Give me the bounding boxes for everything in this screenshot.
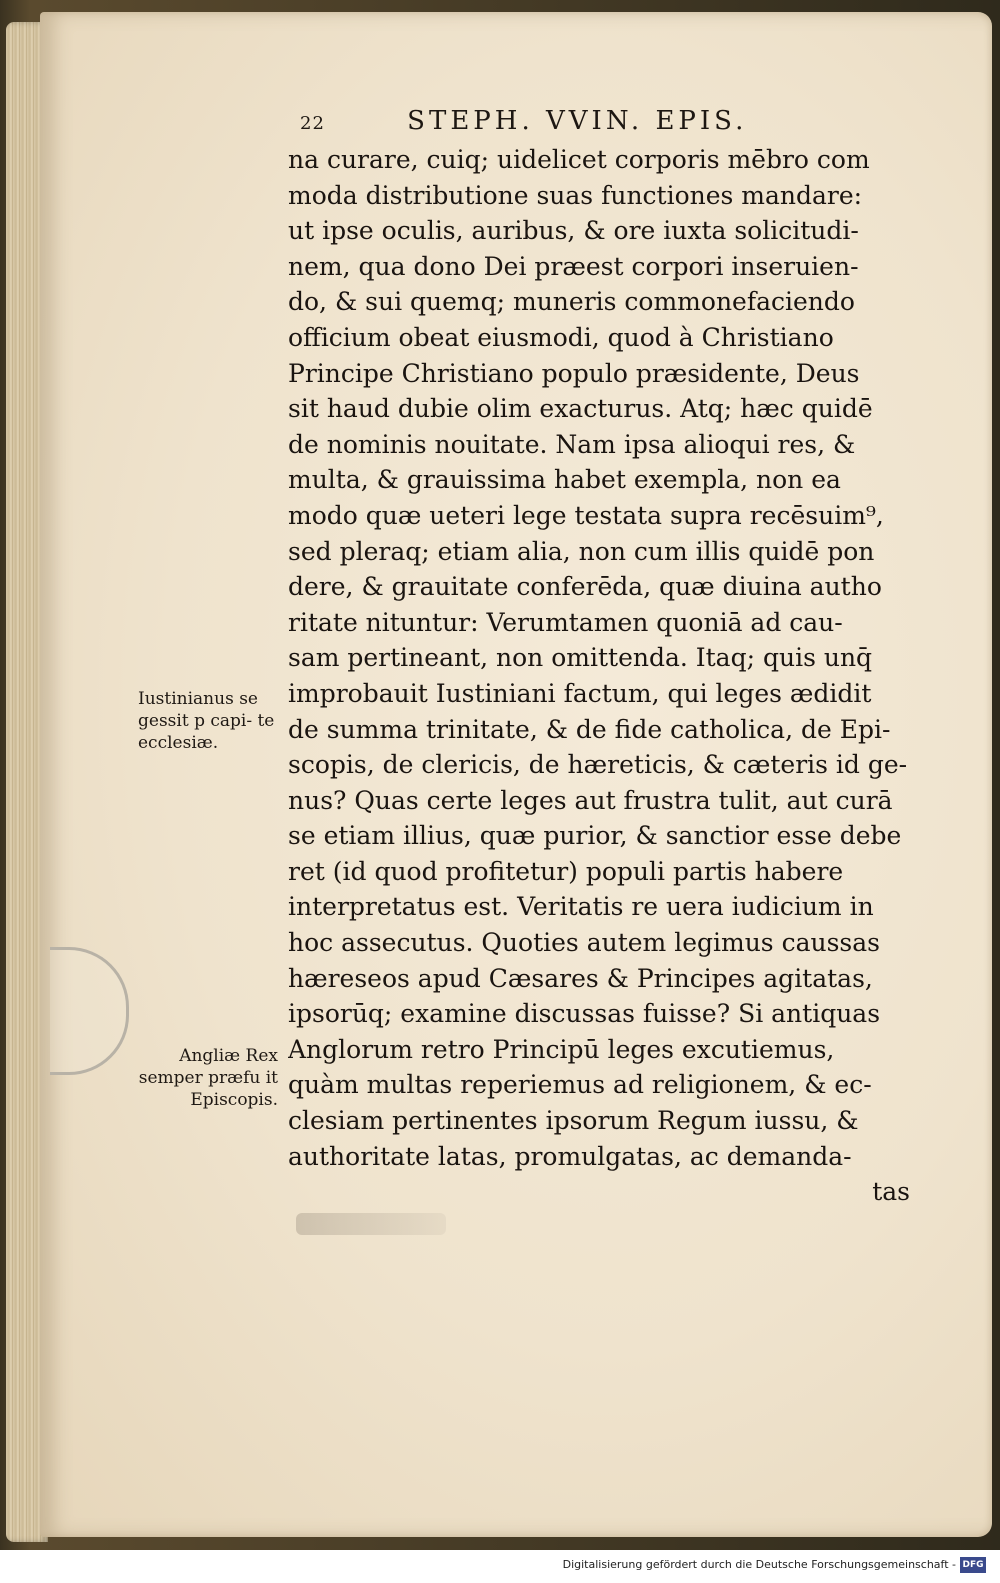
text-line: modo quæ ueteri lege testata supra recēsuim⁹, bbox=[288, 500, 884, 530]
text-line: ut ipse oculis, auribus, & ore iuxta solicitudi- bbox=[288, 216, 859, 246]
text-line: moda distributione suas functiones mandare: bbox=[288, 180, 863, 210]
digitization-footer bbox=[0, 1550, 1000, 1583]
text-line: se etiam illius, quæ purior, & sanctior esse debe bbox=[288, 821, 902, 851]
text-line: Principe Christiano populo præsidente, Deus bbox=[288, 358, 860, 388]
text-line: sam pertineant, non omittenda. Itaq; quis unq̄ bbox=[288, 643, 873, 673]
text-line: scopis, de clericis, de hæreticis, & cæteris id ge- bbox=[288, 750, 908, 780]
funding-credit: Digitalisierung gefördert durch die Deutsche Forschungsgemeinschaft - bbox=[562, 1558, 956, 1571]
text-line: Anglorum retro Principū leges excutiemus, bbox=[288, 1034, 835, 1064]
marginal-note-angliae-rex: Angliæ Rex semper præfu it Episcopis. bbox=[138, 1046, 278, 1110]
text-line: ritate nituntur: Verumtamen quoniā ad cau- bbox=[288, 607, 843, 637]
text-line: officium obeat eiusmodi, quod à Christiano bbox=[288, 322, 834, 352]
text-line: sed pleraq; etiam alia, non cum illis quidē pon bbox=[288, 536, 875, 566]
text-line: de nominis nouitate. Nam ipsa alioqui res, & bbox=[288, 429, 856, 459]
ink-smudge bbox=[296, 1213, 446, 1235]
page-clip bbox=[50, 947, 129, 1075]
text-line: nus? Quas certe leges aut frustra tulit, aut curā bbox=[288, 785, 893, 815]
text-line: authoritate latas, promulgatas, ac demanda- bbox=[288, 1141, 852, 1171]
page-number: 22 bbox=[300, 113, 325, 134]
text-line: nem, qua dono Dei præest corpori inseruien- bbox=[288, 251, 859, 281]
running-title: STEPH. VVIN. EPIS. bbox=[407, 106, 748, 136]
text-line: interpretatus est. Veritatis re uera iudicium in bbox=[288, 892, 874, 922]
text-line: na curare, cuiq; uidelicet corporis mēbro com bbox=[288, 145, 870, 174]
text-line: quàm multas reperiemus ad religionem, & ec- bbox=[288, 1070, 872, 1100]
text-line: sit haud dubie olim exacturus. Atq; hæc quidē bbox=[288, 394, 873, 424]
text-line: ipsorūq; examine discussas fuisse? Si antiquas bbox=[288, 999, 881, 1029]
text-line: de summa trinitate, & de fide catholica, de Epi- bbox=[288, 714, 891, 744]
running-header bbox=[300, 106, 940, 136]
main-text-block bbox=[288, 142, 938, 1210]
text-line: ret (id quod profitetur) populi partis habere bbox=[288, 856, 844, 886]
marginal-note-iustinianus: Iustinianus se gessit p capi- te ecclesiæ. bbox=[138, 689, 275, 753]
text-line: multa, & grauissima habet exempla, non ea bbox=[288, 465, 841, 495]
text-line: dere, & grauitate conferēda, quæ diuina autho bbox=[288, 572, 882, 602]
catchword: tas bbox=[872, 1177, 910, 1207]
text-line: hoc assecutus. Quoties autem legimus caussas bbox=[288, 928, 880, 958]
dfg-logo: DFG bbox=[960, 1557, 986, 1573]
text-line: hæreseos apud Cæsares & Principes agitatas, bbox=[288, 963, 873, 993]
text-line: do, & sui quemq; muneris commonefaciendo bbox=[288, 287, 855, 317]
text-line: improbauit Iustiniani factum, qui leges ædidit bbox=[288, 678, 872, 708]
text-line: clesiam pertinentes ipsorum Regum iussu, & bbox=[288, 1106, 859, 1136]
